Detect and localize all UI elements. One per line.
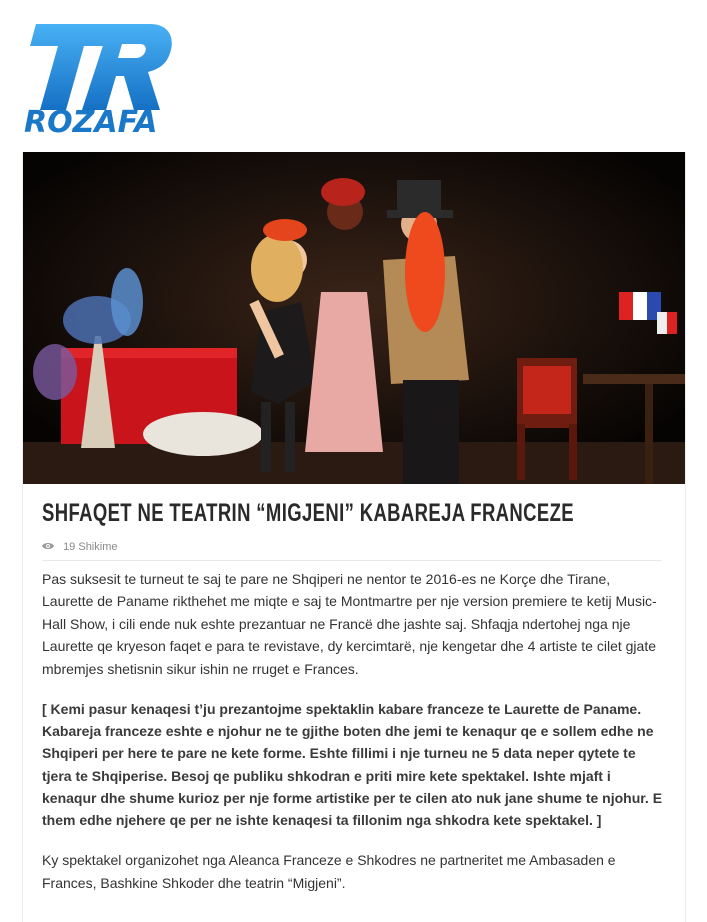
article-body [42,568,664,912]
article-paragraph: Ky spektakel organizohet nga Aleanca Franceze e Shkodres ne partneritet me Ambasaden e Frances, Bashkine Shkoder dhe teatrin “Migjeni”. [42,852,616,891]
article-hero-image[interactable] [23,152,685,484]
logo-tr-mark [22,20,174,112]
site-logo[interactable] [22,20,174,138]
article-quote: [ Kemi pasur kenaqesi t’ju prezantojme spektaklin kabare franceze te Laurette de Paname. Kabareja franceze eshte e njohur ne te gjithe boten dhe jemi te kenaqur qe e sollem edhe ne Shqiperi per here te pare ne kete forme. Eshte fillimi i nje turneu ne 5 data neper qytete te tjera te Shqiperise. Besoj qe publiku shkodran e priti mire kete spektakel. Ishte mjaft i kenaqur dhe shume kurioz per nje forme artistike per te cilen ato nuk jane shume te njohur. E them edhe njehere qe per ne ishte kenaqesi ta fillonim nga shkodra kete spektakel. ] [42,701,663,829]
article-paragraph: Pas suksesit te turneut te saj te pare ne Shqiperi ne nentor te 2016-es ne Korçe dhe Tirane, Laurette de Paname rikthehet me miqte e saj te Montmartre per nje version premiere te ketij Music-Hall Show, i cili ende nuk eshte prezantuar ne Francë dhe jashte saj. Shfaqja ndertohej nga nje Laurette qe kryeson faqet e para te revistave, dy kercimtarë, nje kengetar dhe 4 artiste te cilet gjate mbremjes shetisnin sikur ishin ne rruget e Frances. [42,571,657,677]
eye-icon [42,542,54,550]
article-meta [42,538,662,561]
view-count: 19 Shikime [63,541,118,553]
logo-wordmark: ROZAFA [24,105,158,140]
article-title: SHFAQET NE TEATRIN “MIGJENI” KABAREJA FRANCEZE [42,499,574,527]
stage-photo [23,152,685,484]
article [22,152,686,922]
